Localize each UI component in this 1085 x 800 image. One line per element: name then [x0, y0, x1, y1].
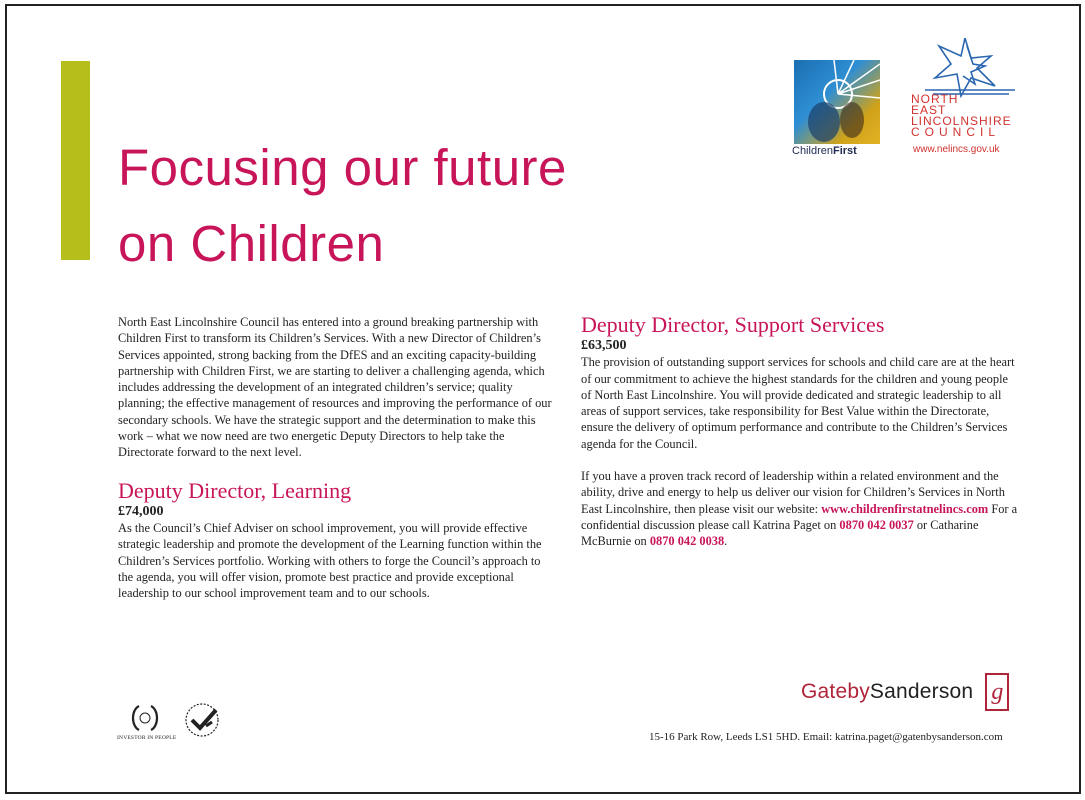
recruiter-wordmark [801, 680, 973, 704]
laurel-wreath-icon [117, 702, 177, 734]
children-first-word-1: Children [792, 145, 833, 157]
disability-symbol-badge [178, 700, 238, 744]
left-column [118, 314, 558, 601]
headline-line-1: Focusing our future [118, 139, 567, 196]
website-link[interactable]: www.childrenfirstatnelincs.com [821, 501, 989, 516]
recruiter-address: 15-16 Park Row, Leeds LS1 5HD. Email: katrina.paget@gatenbysanderson.com [649, 731, 1003, 743]
phone-catharine: 0870 042 0038 [649, 534, 725, 549]
compass-star-icon [905, 38, 1040, 98]
role-learning-title: Deputy Director, Learning [118, 477, 352, 503]
headline-line-2: on Children [118, 215, 385, 272]
contact-paragraph [581, 468, 1021, 549]
role-support-title: Deputy Director, Support Services [581, 312, 885, 337]
role-learning-description: As the Council’s Chief Adviser on school improvement, you will provide effective strategic leadership and promote the development of the Learning function within the Children’s Services portfolio. Working with others to forge the Council’s approach to the agenda, you will offer vision, promote best practice and provide exceptional leadership to our school improvement team and to our schools. [118, 520, 542, 601]
gs-monogram-icon: g [985, 673, 1009, 711]
contact-text-2: For a confidential discussion please call Katrina Paget on [581, 501, 1018, 532]
intro-paragraph: North East Lincolnshire Council has entered into a ground breaking partnership with Children First to transform its Children’s Services. With a new Director of Children’s Services appointed, strong backing from the DfES and an exciting capacity-building partnership with Children First, we are starting to deliver a challenging agenda, which includes addressing the development of an integrated children’s service; quality planning; the effective management of resources and improving the performance of our secondary schools. We have the strategic support and the determination to make this work – what we now need are two energetic Deputy Directors to help take the Directorate forward to the next level. [118, 315, 552, 460]
sunburst-icon [794, 60, 880, 144]
children-first-wordmark [792, 145, 857, 157]
children-first-logo [788, 42, 898, 162]
role-support-salary: £63,500 [581, 338, 627, 353]
nelc-logo [905, 38, 1040, 163]
iip-caption: INVESTOR IN PEOPLE [117, 735, 177, 741]
accent-bar [61, 61, 90, 260]
headline [118, 130, 738, 282]
phone-katrina: 0870 042 0037 [839, 517, 914, 532]
investor-in-people-badge [117, 702, 177, 746]
recruiter-name-part-2: Sanderson [869, 680, 974, 703]
contact-text-4: . [724, 534, 728, 549]
children-first-word-2: First [832, 145, 857, 157]
nelc-line-3: LINCOLNSHIRE [911, 114, 1012, 128]
gatenby-sanderson-logo [801, 672, 1009, 712]
nelc-line-2: EAST [911, 103, 947, 117]
children-first-logo-image [794, 60, 880, 144]
role-learning-salary: £74,000 [118, 503, 164, 519]
right-column [581, 312, 1021, 550]
contact-text-1: If you have a proven track record of leadership within a related environment and the ability, drive and energy to help us deliver our vision for Children’s Services in North East Lincolnshire, then please visit our website: [581, 469, 1005, 516]
nelc-line-4: COUNCIL [911, 125, 1001, 139]
disability-tick-icon [178, 700, 238, 744]
nelc-line-1: NORTH [911, 92, 959, 106]
nelc-url: www.nelincs.gov.uk [913, 144, 1000, 155]
contact-text-3: or Catharine McBurnie on [581, 517, 979, 549]
recruiter-name-part-1: Gateby [801, 680, 870, 703]
role-support-description: The provision of outstanding support services for schools and child care are at the heart of our commitment to achieve the highest standards for the children and young people of North East Lincolnshire. You will provide dedicated and strategic leadership to all areas of support services, take responsibility for Best Value within the Directorate, ensure the delivery of optimum performance and contribute to the Children’s Services agenda for the Council. [581, 355, 1015, 451]
